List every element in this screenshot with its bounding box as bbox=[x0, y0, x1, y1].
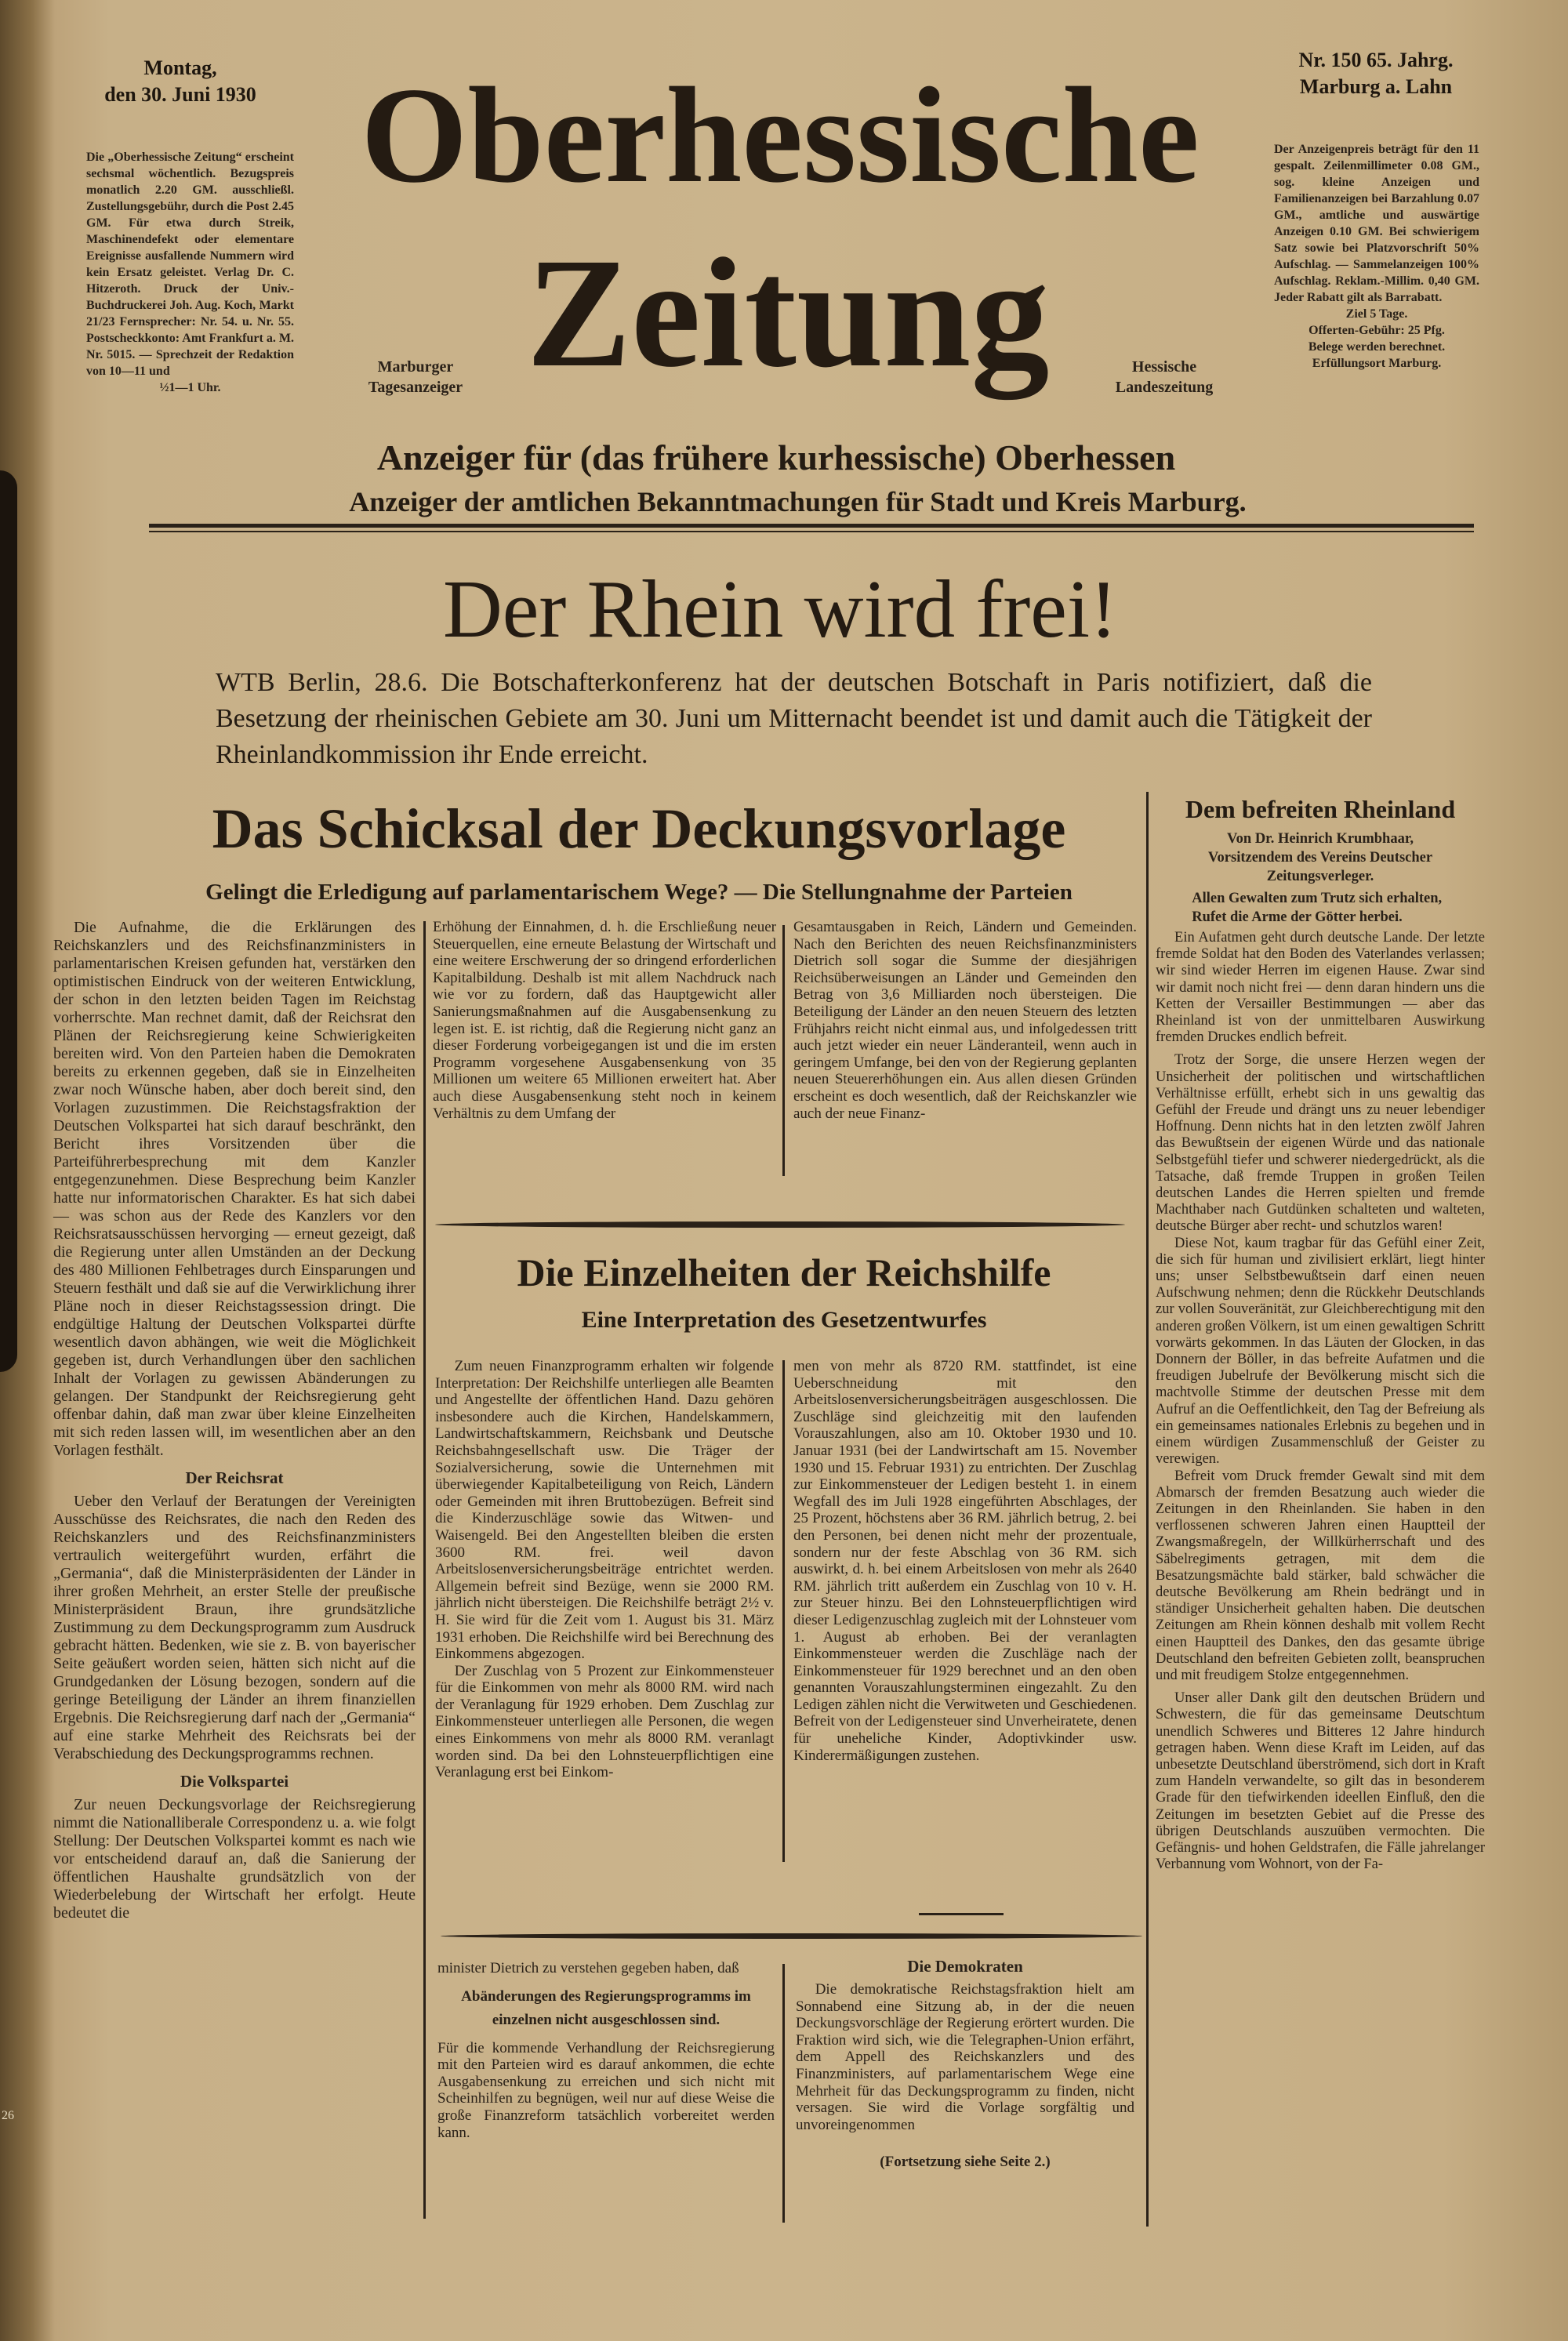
issue-number bbox=[1266, 47, 1486, 100]
subscription-info: Die „Oberhessische Zeitung“ erscheint sechsmal wöchentlich. Bezugspreis monatlich 2.20 GM. ausschließl. Zustellungsgebühr, durch die Post 2.45 GM. Für etwa durch Streik, Maschinendefekt oder elementare Ereignisse ausfallende Nummern wird kein Ersatz geleistet. Verlag Dr. C. Hitzeroth. Druck der Univ.-Buchdruckerei Joh. Aug. Koch, Markt 21/23 Fernsprecher: Nr. 54. u. Nr. 55. Postscheckkonto: Amt Frankfurt a. M. Nr. 5015. — Sprechzeit der Redaktion von 10—11 und ½1—1 Uhr. bbox=[86, 151, 294, 394]
emphasis-statement: Abänderungen des Regierungsprogramms im einzelnen nicht ausgeschlossen sind. bbox=[461, 1987, 751, 2028]
article-headline-deckungsvorlage: Das Schicksal der Deckungsvorlage bbox=[212, 797, 1066, 860]
article-deckungsvorlage-column1: Die Aufnahme, die die Erklärungen des Reichskanzlers und des Reichsfinanzministers in parlamentarischen Kreisen gefunden hat, verstärken den optimistischen Eindruck von der weiteren Entwicklung, der schon in den letzten beiden Tagen im Reichstag vorherrschte. Man rechnet damit, daß der Reichsrat den Plänen der Reichsregierung keine Schwierigkeiten bereiten wird. Von den Parteien haben die Demokraten bereits zu erkennen gegeben, daß sie in Einzelheiten zwar noch Wünsche haben, aber doch bereit sind, den Vorlagen zuzustimmen. Die Reichstagsfraktion der Deutschen Volkspartei hat sich darauf beschränkt, den Bericht ihres Vorsitzenden über die Parteiführerbesprechung mit dem Kanzler entgegenzunehmen. Diese Besprechung beim Kanzler hatte nur informatorischen Charakter. Es hat sich dabei — was schon aus der Rede des Kanzlers vor den Reichsratsausschüssen hervorging — erneut gezeigt, daß die Regierung unter allen Umständen an der Deckung des 480 Millionen Fehlbetrages durch Einsparungen und Steuern festhält und daß sie auf die Verwirklichung ihrer Pläne noch in dieser Reichstagssession dringt. Die endgültige Haltung der Deutschen Volkspartei dürfte wesentlich davon abhängen, wie weit die Möglichkeit gegeben ist, durch Verhandlungen über den sachlichen Inhalt der Vorlagen zu gewissen Abänderungen zu gelangen. Der Standpunkt der Reichsregierung geht offenbar dahin, daß man zwar über kleine Einzelheiten mit sich reden lassen will, im wesentlichen aber an den Vorlagen festhält. Der Reichsrat Ueber den Verlauf der Beratungen der Vereinigten Ausschüsse des Reichsrates, die nach den Reden des Reichskanzlers und des Reichsfinanzministers vertraulich weitergeführt wurden, erfährt die „Germania“, daß die Ministerpräsidenten der Länder in ihrer großen Mehrheit, an erster Stelle der preußische Ministerpräsident Braun, ihre grundsätzliche Zustimmung zu dem Deckungsprogramm zum Ausdruck gebracht hätten. Bedenken, wie sie z. B. von bayerischer Seite geäußert worden seien, hätten sich nicht auf die Grundgedanken der Lösung bezogen, sondern auf die geringe Beteiligung der Länder an ihrem finanziellen Ergebnis. Die Reichsregierung darf nach der „Germania“ auf eine starke Mehrheit des Reichsrats bei der Verabschiedung des Deckungsprogramms rechnen. Die Volkspartei Zur neuen Deckungsvorlage der Reichsregierung nimmt die Nationalliberale Correspondenz u. a. wie folgt Stellung: Der Deutschen Volkspartei kommt es nach wie vor entscheidend darauf an, daß die Sanierung der öffentlichen Haushalte grundsätzlich von der Wiederbelebung der Wirtschaft her erfolgt. Heute bedeutet die bbox=[53, 919, 416, 1922]
short-rule bbox=[919, 1913, 1004, 1915]
motto-verse: Allen Gewalten zum Trutz sich erhalten, Rufet die Arme der Götter herbei. bbox=[1192, 891, 1443, 925]
article-demokraten: Die Demokraten Die demokratische Reichstagsfraktion hielt am Sonnabend eine Sitzung ab, in der die neuen Deckungsvorschläge der Regierung erörtert wurden. Die Fraktion wird sich, wie die Telegraphen-Union erfährt, dem Appell des Reichskanzlers und des Finanzministers, auf parlamentarischem Wege eine Mehrheit für das Deckungsprogramm zu finden, nicht versagen. Sie wird die Vorlage sorgfältig und unvoreingenommen (Fortsetzung siehe Seite 2.) bbox=[796, 1957, 1134, 2171]
masthead-subtitle-2: Anzeiger der amtlichen Bekanntmachungen für Stadt und Kreis Marburg. bbox=[349, 486, 1247, 517]
article-headline-rheinland: Dem befreiten Rheinland bbox=[1185, 795, 1456, 823]
page-marker: 26 bbox=[2, 2109, 14, 2122]
subheading-reichsrat: Der Reichsrat bbox=[185, 1468, 284, 1487]
subheading-volkspartei: Die Volkspartei bbox=[180, 1772, 289, 1791]
column-rule bbox=[782, 1964, 785, 2223]
masthead-rule-thin bbox=[149, 531, 1474, 532]
place: Marburg a. Lahn bbox=[1299, 75, 1453, 98]
article-subheadline-deckungsvorlage: Gelingt die Erledigung auf parlamentarischem Wege? — Die Stellungnahme der Parteien bbox=[205, 880, 1073, 905]
article-reichshilfe-column1: Zum neuen Finanzprogramm erhalten wir folgende Interpretation: Der Reichshilfe unterliegen alle Beamten und Angestellte der öffentlichen Hand. Dazu gehören insbesondere auch die Kirchen, Handelskammern, Landwirtschaftskammern, Reichsbank und Deutsche Reichsbahngesellschaft usw. Die Träger der Sozialversicherung, sowie die Unternehmen mit überwiegender Kapitalbeteiligung von Reich, Ländern oder Gemeinden mit ihren Bruttobezügen. Befreit sind die Kinderzuschläge sowie das Witwen- und Waisengeld. Bei den Angestellten bleiben die ersten 3600 RM. frei. weil davon Arbeitslosenversicherungsbeiträge entrichtet werden. Allgemein befreit sind Bezüge, wenn sie 2000 RM. jährlich nicht übersteigen. Die Reichshilfe beträgt 2½ v. H. Sie wird für die Zeit vom 1. August bis 31. März 1931 erhoben. Die Reichshilfe wird bei Berechnung des Einkommens abgezogen. Der Zuschlag von 5 Prozent zur Einkommensteuer für die Einkommen von mehr als 8000 RM. wird nach der Veranlagung für 1929 erhoben. Dem Zuschlag zur Einkommensteuer unterliegen alle Personen, die wegen eines Einkommens von mehr als 8000 RM. veranlagt worden sind. Da bei den Lohnsteuerpflichtigen eine Veranlagung erst bei Einkom- bbox=[435, 1358, 774, 1781]
page-binding-shadow bbox=[0, 470, 17, 1372]
continued-on-page-2-link[interactable]: (Fortsetzung siehe Seite 2.) bbox=[880, 2154, 1051, 2171]
article-rheinland: Von Dr. Heinrich Krumbhaar, Vorsitzendem des Vereins Deutscher Zeitungsverleger. Allen Gewalten zum Trutz sich erhalten, Rufet die Arme der Götter herbei. Ein Aufatmen geht durch deutsche Lande. Der letzte fremde Soldat hat den Boden des Vaterlandes verlassen; wir sind wieder Herren im eigenen Hause. Zwar sind wir damit noch nicht frei — denn daran hindern uns die Ketten der Versailler Bestimmungen — aber das Rheinland ist von der unmittelbaren Auswirkung fremden Druckes endlich befreit. Trotz der Sorge, die unsere Herzen wegen der Unsicherheit der politischen und wirtschaftlichen Verhältnisse erfüllt, erhebt sich in uns gewaltig das Gefühl der Freude und drängt uns zu neuer lebendiger Hoffnung. Denn nichts hat in den letzten zwölf Jahren das Bewußtsein der eigenen Würde und das nationale Selbstgefühl tiefer und schwerer niedergedrückt, als die Tatsache, daß fremde Truppen in großen Teilen deutschen Landes die Herren spielten und fremde Machthaber nach Gutdünken schalteten und walteten, deutsche Bürger aber recht- und schutzlos waren! Diese Not, kaum tragbar für das Gefühl einer Zeit, die sich für human und zivilisiert erklärt, liegt hinter uns; unser Selbstbewußtsein darf einen neuen Aufschwung nehmen; denn die Rückkehr Deutschlands zur vollen Souveränität, zur Gleichberechtigung mit den anderen großen Völkern, ist um einen gewaltigen Schritt vorwärts gekommen. In das Läuten der Glocken, in das Donnern der Böller, in das befreite Aufatmen und die freudigen Jubelrufe der Bevölkerung mischt sich die machtvolle Stimme der deutschen Presse mit dem Aufruf an die Oeffentlichkeit, den Tag der Befreiung als ein gemeinsames nationales Erlebnis zu begehen und in einem würdigen Zusammenschluß der Geister zu verewigen. Befreit vom Druck fremder Gewalt sind mit dem Abmarsch der fremden Besatzung auch wieder die Zeitungen in den Rheinlanden. Sie haben in den verflossenen schweren Jahren einen Hauptteil der Zwangsmaßregeln, der Willkürherrschaft und des Säbelregiments getragen, mit dem die Besatzungsmächte bald stärker, bald schwächer die deutsche Bevölkerung am Rhein bedrängt und in ständiger Unsicherheit gehalten haben. Die deutschen Zeitungen am Rhein können deshalb mit vollem Recht einen Hauptteil des Dankes, den das gesamte übrige Deutschland den befreiten Gebieten zollt, beanspruchen und mit freudigem Stolze entgegennehmen. Unser aller Dank gilt den deutschen Brüdern und Schwestern, die für das gemeinsame Deutschtum unendlich Schweres und Bitteres 12 Jahre hindurch getragen haben. Wenn diese Kraft im Leiden, auf das unbesetzte Deutschland überströmend, sich dort in Kraft zum Handeln verwandelte, so gilt das in besonderem Grade für den tiefwirkenden ideellen Einfluß, den die Zeitungen im besetzten Gebiet auf die Presse des übrigen Deutschlands auszuüben vermochten. Die Gefängnis- und hohen Geldstrafen, die Fälle jahrelanger Verbannung vom Wohnort, von der Fa- bbox=[1156, 831, 1485, 1873]
article-reichshilfe-column2: men von mehr als 8720 RM. stattfindet, ist eine Ueberschneidung mit den Arbeitslosenversicherungsbeiträgen ausgeschlossen. Die Zuschläge sind gleichzeitig mit den laufenden Vorauszahlungen, also am 10. Oktober 1930 und 10. Januar 1931 (bei der Landwirtschaft am 15. November 1930 und 15. Februar 1931) zu entrichten. Der Zuschlag zur Einkommensteuer der Ledigen besteht 1. in einem Wegfall des im Juli 1928 eingeführten Abschlages, der 25 Prozent, höchstens aber 36 RM. jährlich betrug, 2. bei den Personen, bei denen nicht mehr der prozentuale, sondern nur der feste Abschlag von 36 RM. sich auswirkt, d. h. bei einem Arbeitslosen von mehr als 2640 RM. jährlich tritt außerdem ein Zuschlag von 10 v. H. zur Steuer hinzu. Bei den Lohnsteuerpflichtigen wird dieser Ledigenzuschlag zugleich mit der Lohnsteuer vom 1. August ab erhoben. Bei der veranlagten Einkommensteuer werden die Zuschläge nach der Einkommensteuer für 1929 berechnet und an den oben genannten Vorauszahlungsterminen eingezahlt. Zu den Ledigen zählen nicht die Verwitweten und Geschiedenen. Befreit von der Ledigensteuer sind Unverheiratete, denen für uneheliche Kinder, Adoptivkinder usw. Kinderermäßigungen zustehen. bbox=[793, 1358, 1137, 1764]
column-rule bbox=[1146, 792, 1149, 2227]
masthead-left-subtitle: Marburger Tagesanzeiger bbox=[368, 358, 463, 396]
issue-date bbox=[78, 55, 282, 108]
main-headline: Der Rhein wird frei! bbox=[442, 563, 1118, 655]
masthead-subtitle-1: Anzeiger für (das frühere kurhessische) Oberhessen bbox=[376, 437, 1176, 477]
article-subheadline-reichshilfe: Eine Interpretation des Gesetzentwurfes bbox=[581, 1307, 987, 1333]
section-rule bbox=[435, 1221, 1125, 1228]
masthead-right-subtitle: Hessische Landeszeitung bbox=[1115, 358, 1214, 396]
date: den 30. Juni 1930 bbox=[104, 83, 256, 106]
column-rule bbox=[782, 925, 785, 1176]
section-rule bbox=[441, 1933, 1142, 1939]
article-headline-reichshilfe: Die Einzelheiten der Reichshilfe bbox=[517, 1250, 1051, 1294]
masthead-rule bbox=[149, 524, 1474, 528]
byline: Von Dr. Heinrich Krumbhaar, Vorsitzendem des Vereins Deutscher Zeitungsverleger. bbox=[1207, 831, 1433, 884]
advertising-info: Der Anzeigenpreis beträgt für den 11 gespalt. Zeilenmillimeter 0.08 GM., sog. kleine Anzeigen und Familienanzeigen bei Barzahlung 0.07 GM., amtliche und auswärtige Anzeigen 0.10 GM. Bei schwierigem Satz sowie bei Platzvorschrift 50% Aufschlag. — Sammelanzeigen 100% Aufschlag. Reklam.-Millim. 0,40 GM. Jeder Rabatt gilt als Barrabatt. Ziel 5 Tage. Offerten-Gebühr: 25 Pfg. Belege werden berechnet. Erfüllungsort Marburg. bbox=[1274, 143, 1479, 370]
column-rule bbox=[782, 1360, 785, 1862]
lead-text: WTB Berlin, 28.6. Die Botschafterkonferenz hat der deutschen Botschaft in Paris notifiziert, daß die Besetzung der rheinischen Gebiete am 30. Juni um Mitternacht beendet ist und damit auch die Tätigkeit der Rheinlandkommission ihr Ende erreicht. bbox=[216, 668, 1373, 769]
masthead-title-line1: Oberhessische bbox=[361, 59, 1200, 211]
weekday: Montag, bbox=[143, 56, 217, 79]
subheading-demokraten: Die Demokraten bbox=[907, 1957, 1023, 1976]
column-rule bbox=[423, 921, 426, 2219]
article-deckungsvorlage-column3: Gesamtausgaben in Reich, Ländern und Gemeinden. Nach den Berichten des neuen Reichsfinanzministers Dietrich soll sogar die Summe der diesjährigen Reichsüberweisungen an Länder und Gemeinden den Betrag von 3,6 Milliarden noch übersteigen. Die Beteiligung der Länder an den neuen Steuern des letzten Frühjahrs reicht nicht einmal aus, und infolgedessen tritt auch jetzt wieder ein neuer Länderanteil, wenn auch in geringem Umfange, bei den von der Regierung geplanten neuen Steuererhöhungen ein. Aus allen diesen Gründen erscheint es doch wesentlich, daß der Reichskanzler wie auch der neue Finanz- bbox=[793, 919, 1137, 1122]
article-deckungsvorlage-column2: Erhöhung der Einnahmen, d. h. die Erschließung neuer Steuerquellen, eine erneute Belastung der Wirtschaft und eine weitere Erschwerung der so dringend erforderlichen Kapitalbildung. Deshalb ist mit allem Nachdruck nach wie vor zu fordern, daß das Hauptgewicht aller Sanierungsmaßnahmen auf die Ausgabensenkung zu legen ist. E. ist richtig, daß die Regierung nicht ganz an dieser Forderung vorbeigegangen ist und die im ersten Programm vorgesehene Ausgabensenkung von 35 Millionen um weitere 65 Millionen erweitert hat. Aber auch diese Ausgabensenkung steht noch in keinem Verhältnis zu dem Umfang der bbox=[433, 919, 776, 1122]
article-deckungsvorlage-continuation: minister Dietrich zu verstehen gegeben haben, daß Abänderungen des Regierungsprogramms im einzelnen nicht ausgeschlossen sind. Für die kommende Verhandlung der Reichsregierung mit den Parteien wird es darauf ankommen, die echte Ausgabensenkung zu erreichen und sich nicht mit Scheinhilfen zu begnügen, weil nur auf diese Weise die große Finanzreform tatsächlich vorbereitet werden kann. bbox=[437, 1960, 775, 2141]
masthead-title-line2: Zeitung bbox=[526, 227, 1050, 400]
issue-year: Nr. 150 65. Jahrg. bbox=[1298, 49, 1454, 71]
